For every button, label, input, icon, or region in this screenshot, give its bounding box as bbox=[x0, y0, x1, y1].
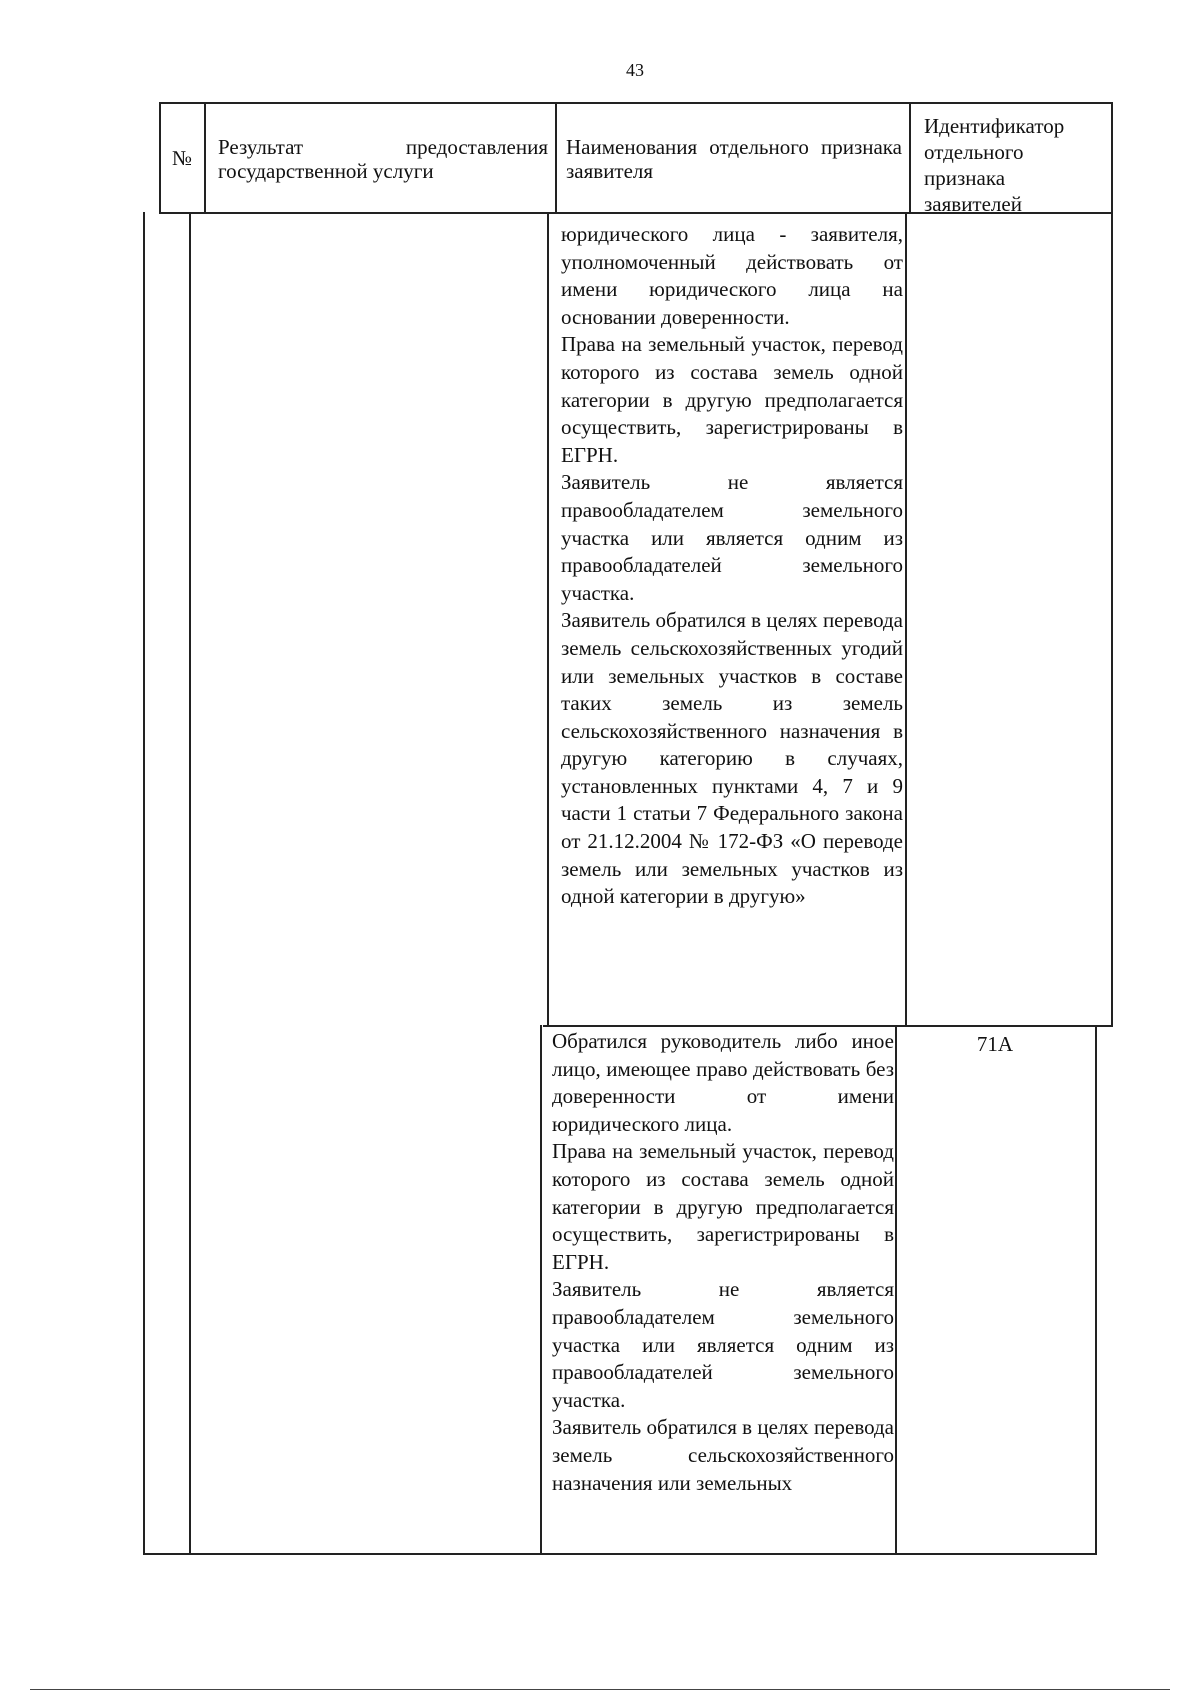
column-border-2 bbox=[555, 102, 557, 214]
column-border-2-bottom bbox=[540, 1025, 542, 1555]
column-border-1-lower bbox=[189, 212, 191, 1555]
column-border-1 bbox=[204, 102, 206, 214]
column-border-3 bbox=[909, 102, 911, 214]
header-identifier: Идентификатор отдельного признака заявителей bbox=[924, 114, 1065, 216]
header-result: Результат предоставления государственной услуги bbox=[218, 135, 548, 183]
row2-feature-text: Обратился руководитель либо иное лицо, имеющее право действовать без доверенности от имени юридического лица. Права на земельный участок, перевод которого из состава земель одной категории в другую предполагается осуществить, зарегистрированы в ЕГРН. Заявитель не является правообладателем земельного участка или является одним из правообладателей земельного участка. Заявитель обратился в целях перевода земель сельскохозяйственного назначения или земельных bbox=[552, 1029, 894, 1495]
row-divider bbox=[543, 1025, 1113, 1027]
table-bottom-border bbox=[143, 1553, 1097, 1555]
page-bottom-rule bbox=[30, 1689, 1170, 1690]
column-border-left-lower bbox=[143, 212, 145, 1555]
page-number: 43 bbox=[626, 60, 644, 80]
table-top-border bbox=[159, 102, 1113, 104]
column-border-2-lower bbox=[547, 212, 549, 1025]
column-border-right-bottom bbox=[1095, 1025, 1097, 1555]
row2-identifier: 71А bbox=[976, 1032, 1014, 1056]
column-border-3-bottom bbox=[895, 1025, 897, 1555]
header-feature-name: Наименования отдельного признака заявителя bbox=[566, 135, 902, 183]
column-border-right bbox=[1111, 102, 1113, 1025]
row1-feature-text: юридического лица - заявителя, уполномоченный действовать от имени юридического лица на основании доверенности. Права на земельный участок, перевод которого из состава земель одной категории в другую предполагается осуществить, зарегистрированы в ЕГРН. Заявитель не является правообладателем земельного участка или является одним из правообладателей земельного участка. Заявитель обратился в целях перевода земель сельскохозяйственных угодий или земельных участков в составе таких земель из земель сельскохозяйственного назначения в другую категорию в случаях, установленных пунктами 4, 7 и 9 части 1 статьи 7 Федерального закона от 21.12.2004 № 172-ФЗ «О переводе земель или земельных участков из одной категории в другую» bbox=[561, 222, 903, 909]
column-border-3-lower bbox=[905, 212, 907, 1025]
column-border-left bbox=[159, 102, 161, 214]
header-number: № bbox=[172, 146, 193, 170]
